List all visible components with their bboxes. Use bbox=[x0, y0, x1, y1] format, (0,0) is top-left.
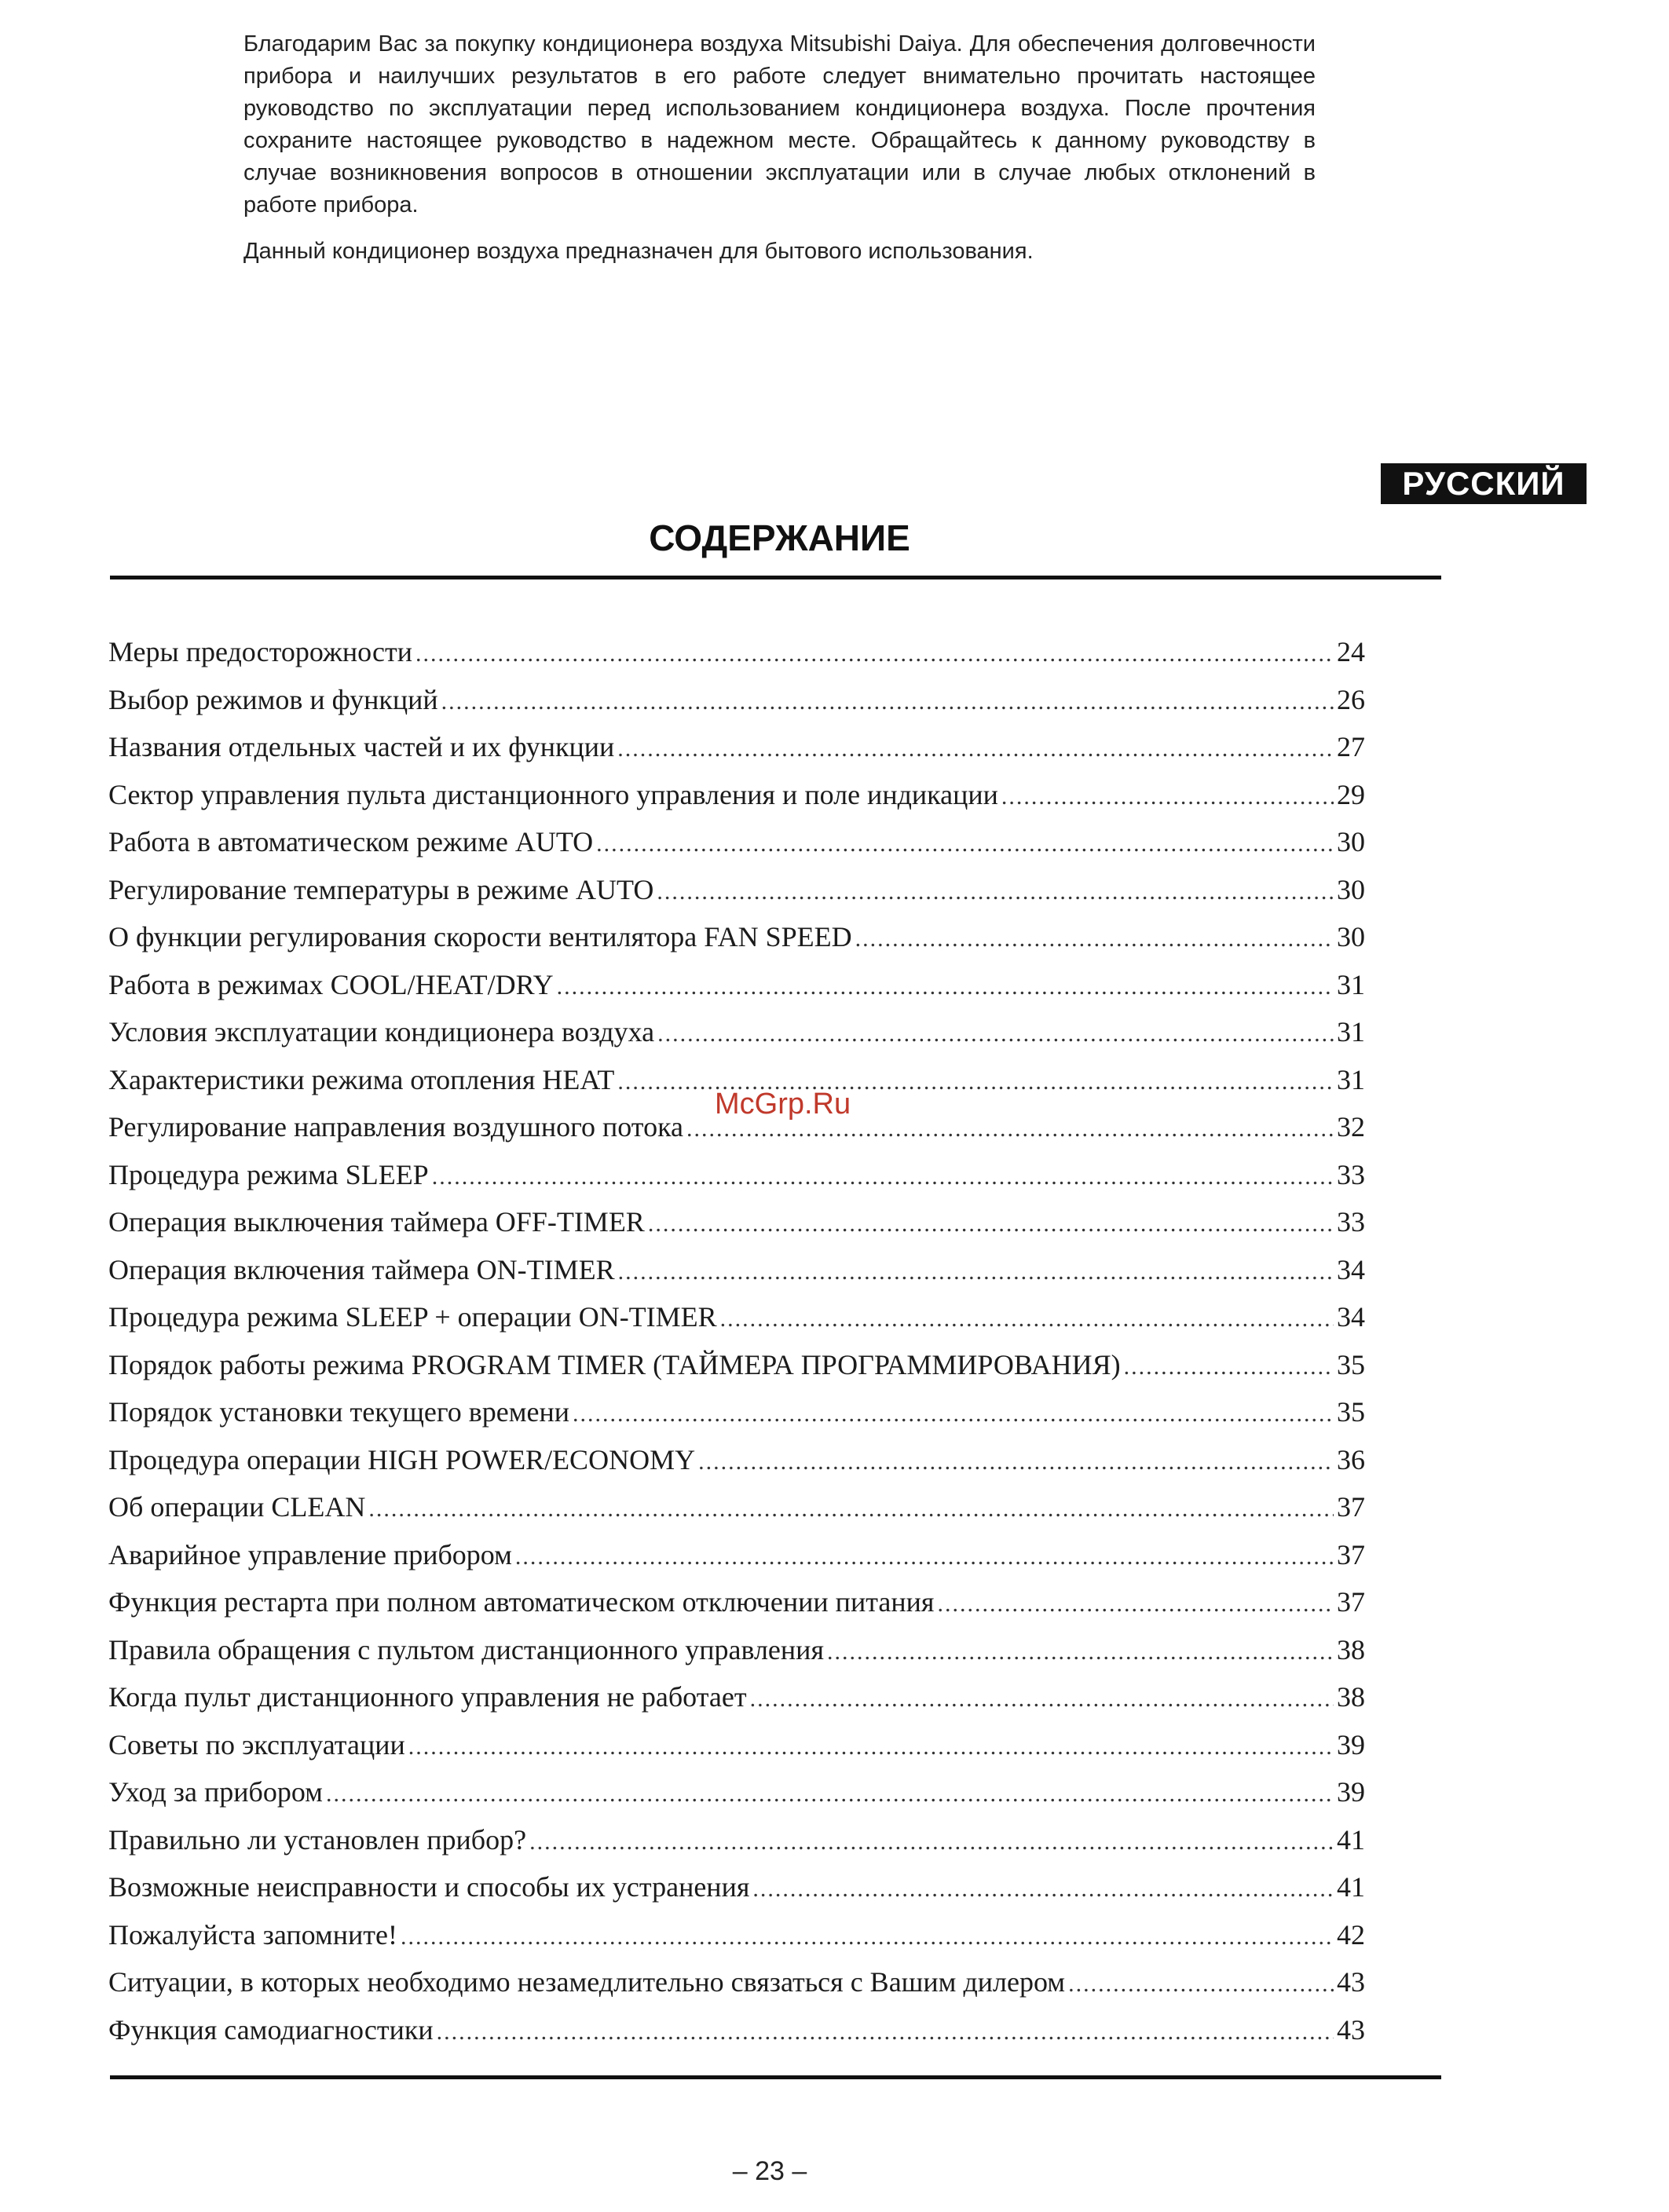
toc-dot-leader bbox=[657, 1011, 1334, 1056]
toc-entry[interactable] bbox=[108, 628, 1365, 676]
toc-entry-page: 37 bbox=[1337, 1538, 1365, 1570]
page-number: – 23 – bbox=[732, 2156, 807, 2186]
toc-entry-page: 39 bbox=[1337, 1776, 1365, 1808]
toc-entry[interactable] bbox=[108, 1151, 1365, 1199]
toc-dot-leader bbox=[752, 1866, 1334, 1911]
toc-entry-label: Названия отдельных частей и их функции bbox=[108, 731, 615, 762]
toc-entry-label: Работа в автоматическом режиме AUTO bbox=[108, 826, 594, 857]
toc-entry-label: Условия эксплуатации кондиционера воздуха bbox=[108, 1016, 655, 1048]
toc-dot-leader bbox=[368, 1486, 1334, 1531]
toc-entry-label: Регулирование температуры в режиме AUTO bbox=[108, 873, 654, 905]
toc-entry[interactable] bbox=[108, 2006, 1365, 2054]
toc-dot-leader bbox=[750, 1676, 1334, 1721]
toc-dot-leader bbox=[855, 916, 1334, 961]
toc-entry-page: 43 bbox=[1337, 2013, 1365, 2046]
toc-dot-leader bbox=[573, 1391, 1334, 1436]
toc-entry[interactable] bbox=[108, 676, 1365, 724]
toc-entry-page: 33 bbox=[1337, 1158, 1365, 1190]
toc-entry-page: 35 bbox=[1337, 1348, 1365, 1380]
intro-paragraph-2: Данный кондиционер воздуха предназначен для бытового использования. bbox=[243, 239, 1034, 264]
toc-entry-label: Правильно ли установлен прибор? bbox=[108, 1823, 527, 1856]
toc-entry[interactable] bbox=[108, 1673, 1365, 1721]
toc-entry[interactable] bbox=[108, 1293, 1365, 1341]
toc-entry[interactable] bbox=[108, 723, 1365, 771]
toc-dot-leader bbox=[557, 963, 1334, 1009]
toc-entry-page: 43 bbox=[1337, 1966, 1365, 1998]
toc-entry-label: О функции регулирования скорости вентилятора FAN SPEED bbox=[108, 921, 852, 952]
toc-entry[interactable] bbox=[108, 771, 1365, 819]
toc-entry[interactable] bbox=[108, 1958, 1365, 2006]
toc-entry-label: Об операции CLEAN bbox=[108, 1491, 366, 1523]
toc-entry[interactable] bbox=[108, 1246, 1365, 1294]
toc-entry[interactable] bbox=[108, 818, 1365, 866]
toc-entry[interactable] bbox=[108, 1863, 1365, 1911]
toc-entry-label: Характеристики режима отопления HEAT bbox=[108, 1063, 615, 1095]
toc-entry-label: Аварийное управление прибором bbox=[108, 1538, 512, 1570]
toc-title: СОДЕРЖАНИЕ bbox=[649, 517, 910, 558]
toc-entry-page: 29 bbox=[1337, 778, 1365, 810]
toc-entry-page: 31 bbox=[1337, 1016, 1365, 1048]
toc-entry-page: 39 bbox=[1337, 1728, 1365, 1760]
toc-entry[interactable] bbox=[108, 913, 1365, 961]
toc-entry[interactable] bbox=[108, 1388, 1365, 1436]
toc-entry[interactable] bbox=[108, 1531, 1365, 1579]
toc-entry-page: 24 bbox=[1337, 636, 1365, 667]
toc-entry-label: Сектор управления пульта дистанционного управления и поле индикации bbox=[108, 778, 998, 810]
toc-entry-label: Пожалуйста запомните! bbox=[108, 1918, 397, 1951]
toc-dot-leader bbox=[657, 868, 1334, 914]
language-badge: РУССКИЙ bbox=[1381, 463, 1587, 504]
toc-dot-leader bbox=[1068, 1961, 1334, 2006]
toc-entry-label: Работа в режимах COOL/HEAT/DRY bbox=[108, 968, 554, 1000]
toc-entry[interactable] bbox=[108, 961, 1365, 1009]
toc-entry-label: Правила обращения с пультом дистанционного управления bbox=[108, 1633, 825, 1665]
toc-dot-leader bbox=[415, 631, 1334, 676]
toc-dot-leader bbox=[432, 1154, 1334, 1199]
toc-entry-page: 41 bbox=[1337, 1823, 1365, 1856]
toc-entry-page: 34 bbox=[1337, 1301, 1365, 1333]
toc-entry-label: Операция выключения таймера OFF-TIMER bbox=[108, 1206, 645, 1238]
toc-entry-label: Порядок работы режима PROGRAM TIMER (ТАЙМЕРА ПРОГРАММИРОВАНИЯ) bbox=[108, 1348, 1121, 1380]
top-divider bbox=[110, 576, 1441, 580]
toc-entry-page: 32 bbox=[1337, 1111, 1365, 1143]
table-of-contents bbox=[108, 628, 1365, 2053]
toc-entry[interactable] bbox=[108, 866, 1365, 914]
toc-entry-page: 27 bbox=[1337, 731, 1365, 762]
toc-entry-page: 34 bbox=[1337, 1253, 1365, 1285]
toc-dot-leader bbox=[720, 1296, 1334, 1341]
toc-entry-page: 35 bbox=[1337, 1396, 1365, 1428]
toc-entry[interactable] bbox=[108, 1816, 1365, 1864]
toc-dot-leader bbox=[326, 1771, 1334, 1816]
toc-entry[interactable] bbox=[108, 1626, 1365, 1674]
toc-dot-leader bbox=[937, 1581, 1334, 1626]
toc-entry-label: Когда пульт дистанционного управления не работает bbox=[108, 1681, 747, 1713]
toc-dot-leader bbox=[827, 1629, 1334, 1674]
toc-dot-leader bbox=[1001, 773, 1334, 819]
toc-entry-page: 42 bbox=[1337, 1918, 1365, 1951]
watermark: McGrp.Ru bbox=[715, 1088, 851, 1121]
toc-entry[interactable] bbox=[108, 1483, 1365, 1531]
toc-entry-label: Процедура режима SLEEP bbox=[108, 1158, 429, 1190]
toc-entry-label: Выбор режимов и функций bbox=[108, 683, 438, 715]
toc-entry-label: Советы по эксплуатации bbox=[108, 1728, 405, 1760]
toc-entry-label: Функция рестарта при полном автоматическом отключении питания bbox=[108, 1586, 935, 1618]
toc-dot-leader bbox=[515, 1534, 1334, 1579]
toc-entry-label: Процедура операции HIGH POWER/ECONOMY bbox=[108, 1443, 696, 1475]
toc-entry-label: Регулирование направления воздушного потока bbox=[108, 1111, 683, 1143]
toc-entry-page: 36 bbox=[1337, 1443, 1365, 1475]
toc-entry-page: 30 bbox=[1337, 826, 1365, 857]
toc-entry[interactable] bbox=[108, 1198, 1365, 1246]
toc-entry-page: 31 bbox=[1337, 968, 1365, 1000]
toc-entry[interactable] bbox=[108, 1436, 1365, 1484]
toc-dot-leader bbox=[437, 2009, 1334, 2054]
toc-entry-label: Ситуации, в которых необходимо незамедлительно связаться с Вашим дилером bbox=[108, 1966, 1066, 1998]
toc-entry[interactable] bbox=[108, 1911, 1365, 1959]
toc-dot-leader bbox=[617, 726, 1334, 771]
toc-entry-label: Меры предосторожности bbox=[108, 636, 413, 667]
toc-entry[interactable] bbox=[108, 1768, 1365, 1816]
toc-dot-leader bbox=[618, 1249, 1334, 1294]
toc-entry[interactable] bbox=[108, 1721, 1365, 1769]
toc-dot-leader bbox=[529, 1819, 1334, 1864]
toc-entry-page: 30 bbox=[1337, 921, 1365, 952]
toc-entry[interactable] bbox=[108, 1578, 1365, 1626]
toc-entry[interactable] bbox=[108, 1008, 1365, 1056]
toc-entry-page: 41 bbox=[1337, 1871, 1365, 1903]
toc-entry-label: Функция самодиагностики bbox=[108, 2013, 434, 2046]
toc-entry-page: 38 bbox=[1337, 1633, 1365, 1665]
toc-dot-leader bbox=[596, 821, 1334, 866]
toc-entry-label: Процедура режима SLEEP + операции ON-TIMER bbox=[108, 1301, 717, 1333]
intro-paragraph-1: Благодарим Вас за покупку кондиционера воздуха Mitsubishi Daiya. Для обеспечения долговечности прибора и наилучших результатов в его работе следует внимательно прочитать настоящее руководство по эксплуатации перед использованием кондиционера воздуха. После прочтения сохраните настоящее руководство в надежном месте. Обращайтесь к данному руководству в случае возникновения вопросов в отношении эксплуатации или в случае любых отклонений в работе прибора. bbox=[243, 31, 1316, 218]
toc-entry-page: 33 bbox=[1337, 1206, 1365, 1238]
toc-dot-leader bbox=[408, 1724, 1334, 1769]
toc-dot-leader bbox=[441, 678, 1334, 724]
toc-entry-page: 30 bbox=[1337, 873, 1365, 905]
toc-entry-page: 37 bbox=[1337, 1491, 1365, 1523]
toc-entry-page: 31 bbox=[1337, 1063, 1365, 1095]
toc-entry-label: Уход за прибором bbox=[108, 1776, 323, 1808]
toc-entry-label: Порядок установки текущего времени bbox=[108, 1396, 570, 1428]
toc-dot-leader bbox=[648, 1201, 1334, 1246]
toc-entry[interactable] bbox=[108, 1341, 1365, 1389]
toc-dot-leader bbox=[401, 1914, 1334, 1959]
bottom-divider bbox=[110, 2075, 1441, 2079]
toc-entry-page: 38 bbox=[1337, 1681, 1365, 1713]
toc-dot-leader bbox=[1124, 1344, 1334, 1389]
toc-dot-leader bbox=[698, 1439, 1334, 1484]
toc-entry-page: 26 bbox=[1337, 683, 1365, 715]
intro-text bbox=[243, 28, 1316, 268]
toc-entry-label: Операция включения таймера ON-TIMER bbox=[108, 1253, 615, 1285]
toc-entry-page: 37 bbox=[1337, 1586, 1365, 1618]
toc-entry-label: Возможные неисправности и способы их устранения bbox=[108, 1871, 750, 1903]
